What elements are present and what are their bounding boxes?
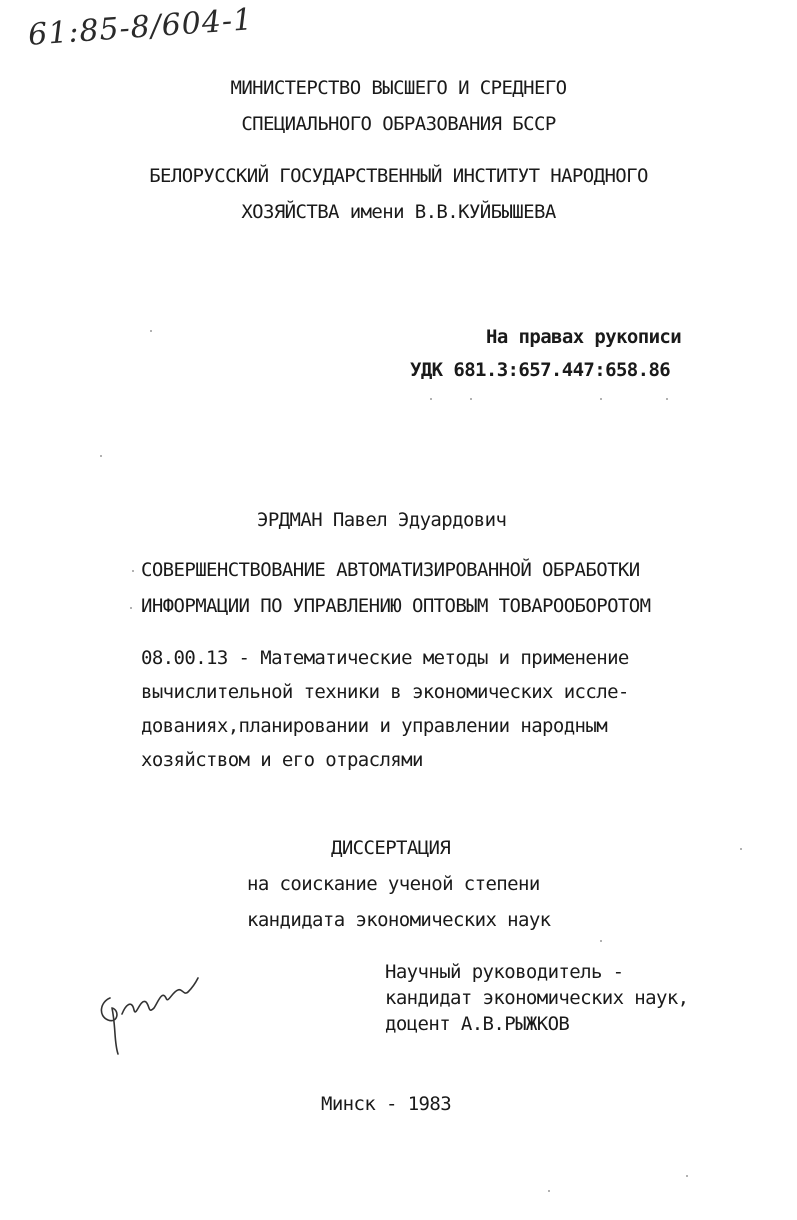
degree-line-2: кандидата экономических наук [247, 909, 551, 931]
institute-line-1: БЕЛОРУССКИЙ ГОСУДАРСТВЕННЫЙ ИНСТИТУТ НАРОДНОГО [149, 165, 648, 187]
scan-speck [130, 607, 132, 609]
scan-speck [150, 330, 152, 332]
dissertation-heading: ДИССЕРТАЦИЯ [331, 837, 451, 859]
ministry-line-1: МИНИСТЕРСТВО ВЫСШЕГО И СРЕДНЕГО [230, 77, 567, 99]
handwritten-signature [92, 968, 202, 1060]
scan-speck [132, 570, 134, 572]
scan-speck [430, 398, 432, 400]
handwritten-archive-number: 61:85-8/604-1 [27, 2, 255, 53]
specialty-line-4: хозяйством и его отраслями [141, 749, 423, 771]
scan-speck [600, 398, 602, 400]
scan-speck [100, 455, 102, 457]
dissertation-title-line-1: СОВЕРШЕНСТВОВАНИЕ АВТОМАТИЗИРОВАННОЙ ОБРАБОТКИ [141, 559, 640, 581]
degree-line-1: на соискание ученой степени [247, 873, 540, 895]
scan-speck [470, 398, 472, 400]
specialty-line-2: вычислительной техники в экономических иссле- [141, 681, 629, 703]
scan-speck [686, 1175, 688, 1177]
scan-speck [666, 398, 668, 400]
udk-code: УДК 681.3:657.447:658.86 [410, 359, 671, 381]
ministry-line-2: СПЕЦИАЛЬНОГО ОБРАЗОВАНИЯ БССР [241, 113, 556, 135]
specialty-line-1: 08.00.13 - Математические методы и применение [141, 647, 629, 669]
specialty-line-3: дованиях,планировании и управлении народным [141, 715, 608, 737]
scan-speck [600, 940, 602, 942]
place-and-year: Минск - 1983 [321, 1093, 452, 1115]
author-name: ЭРДМАН Павел Эдуардович [257, 509, 507, 531]
manuscript-rights: На правах рукописи [486, 326, 682, 348]
scan-speck [548, 1190, 550, 1192]
dissertation-title-line-2: ИНФОРМАЦИИ ПО УПРАВЛЕНИЮ ОПТОВЫМ ТОВАРООБОРОТОМ [141, 595, 651, 617]
supervisor-line-3: доцент А.В.РЫЖКОВ [385, 1013, 570, 1035]
institute-line-2: ХОЗЯЙСТВА имени В.В.КУЙБЫШЕВА [241, 201, 556, 223]
supervisor-line-2: кандидат экономических наук, [385, 987, 689, 1009]
scan-speck [740, 848, 742, 850]
supervisor-line-1: Научный руководитель - [385, 961, 624, 983]
